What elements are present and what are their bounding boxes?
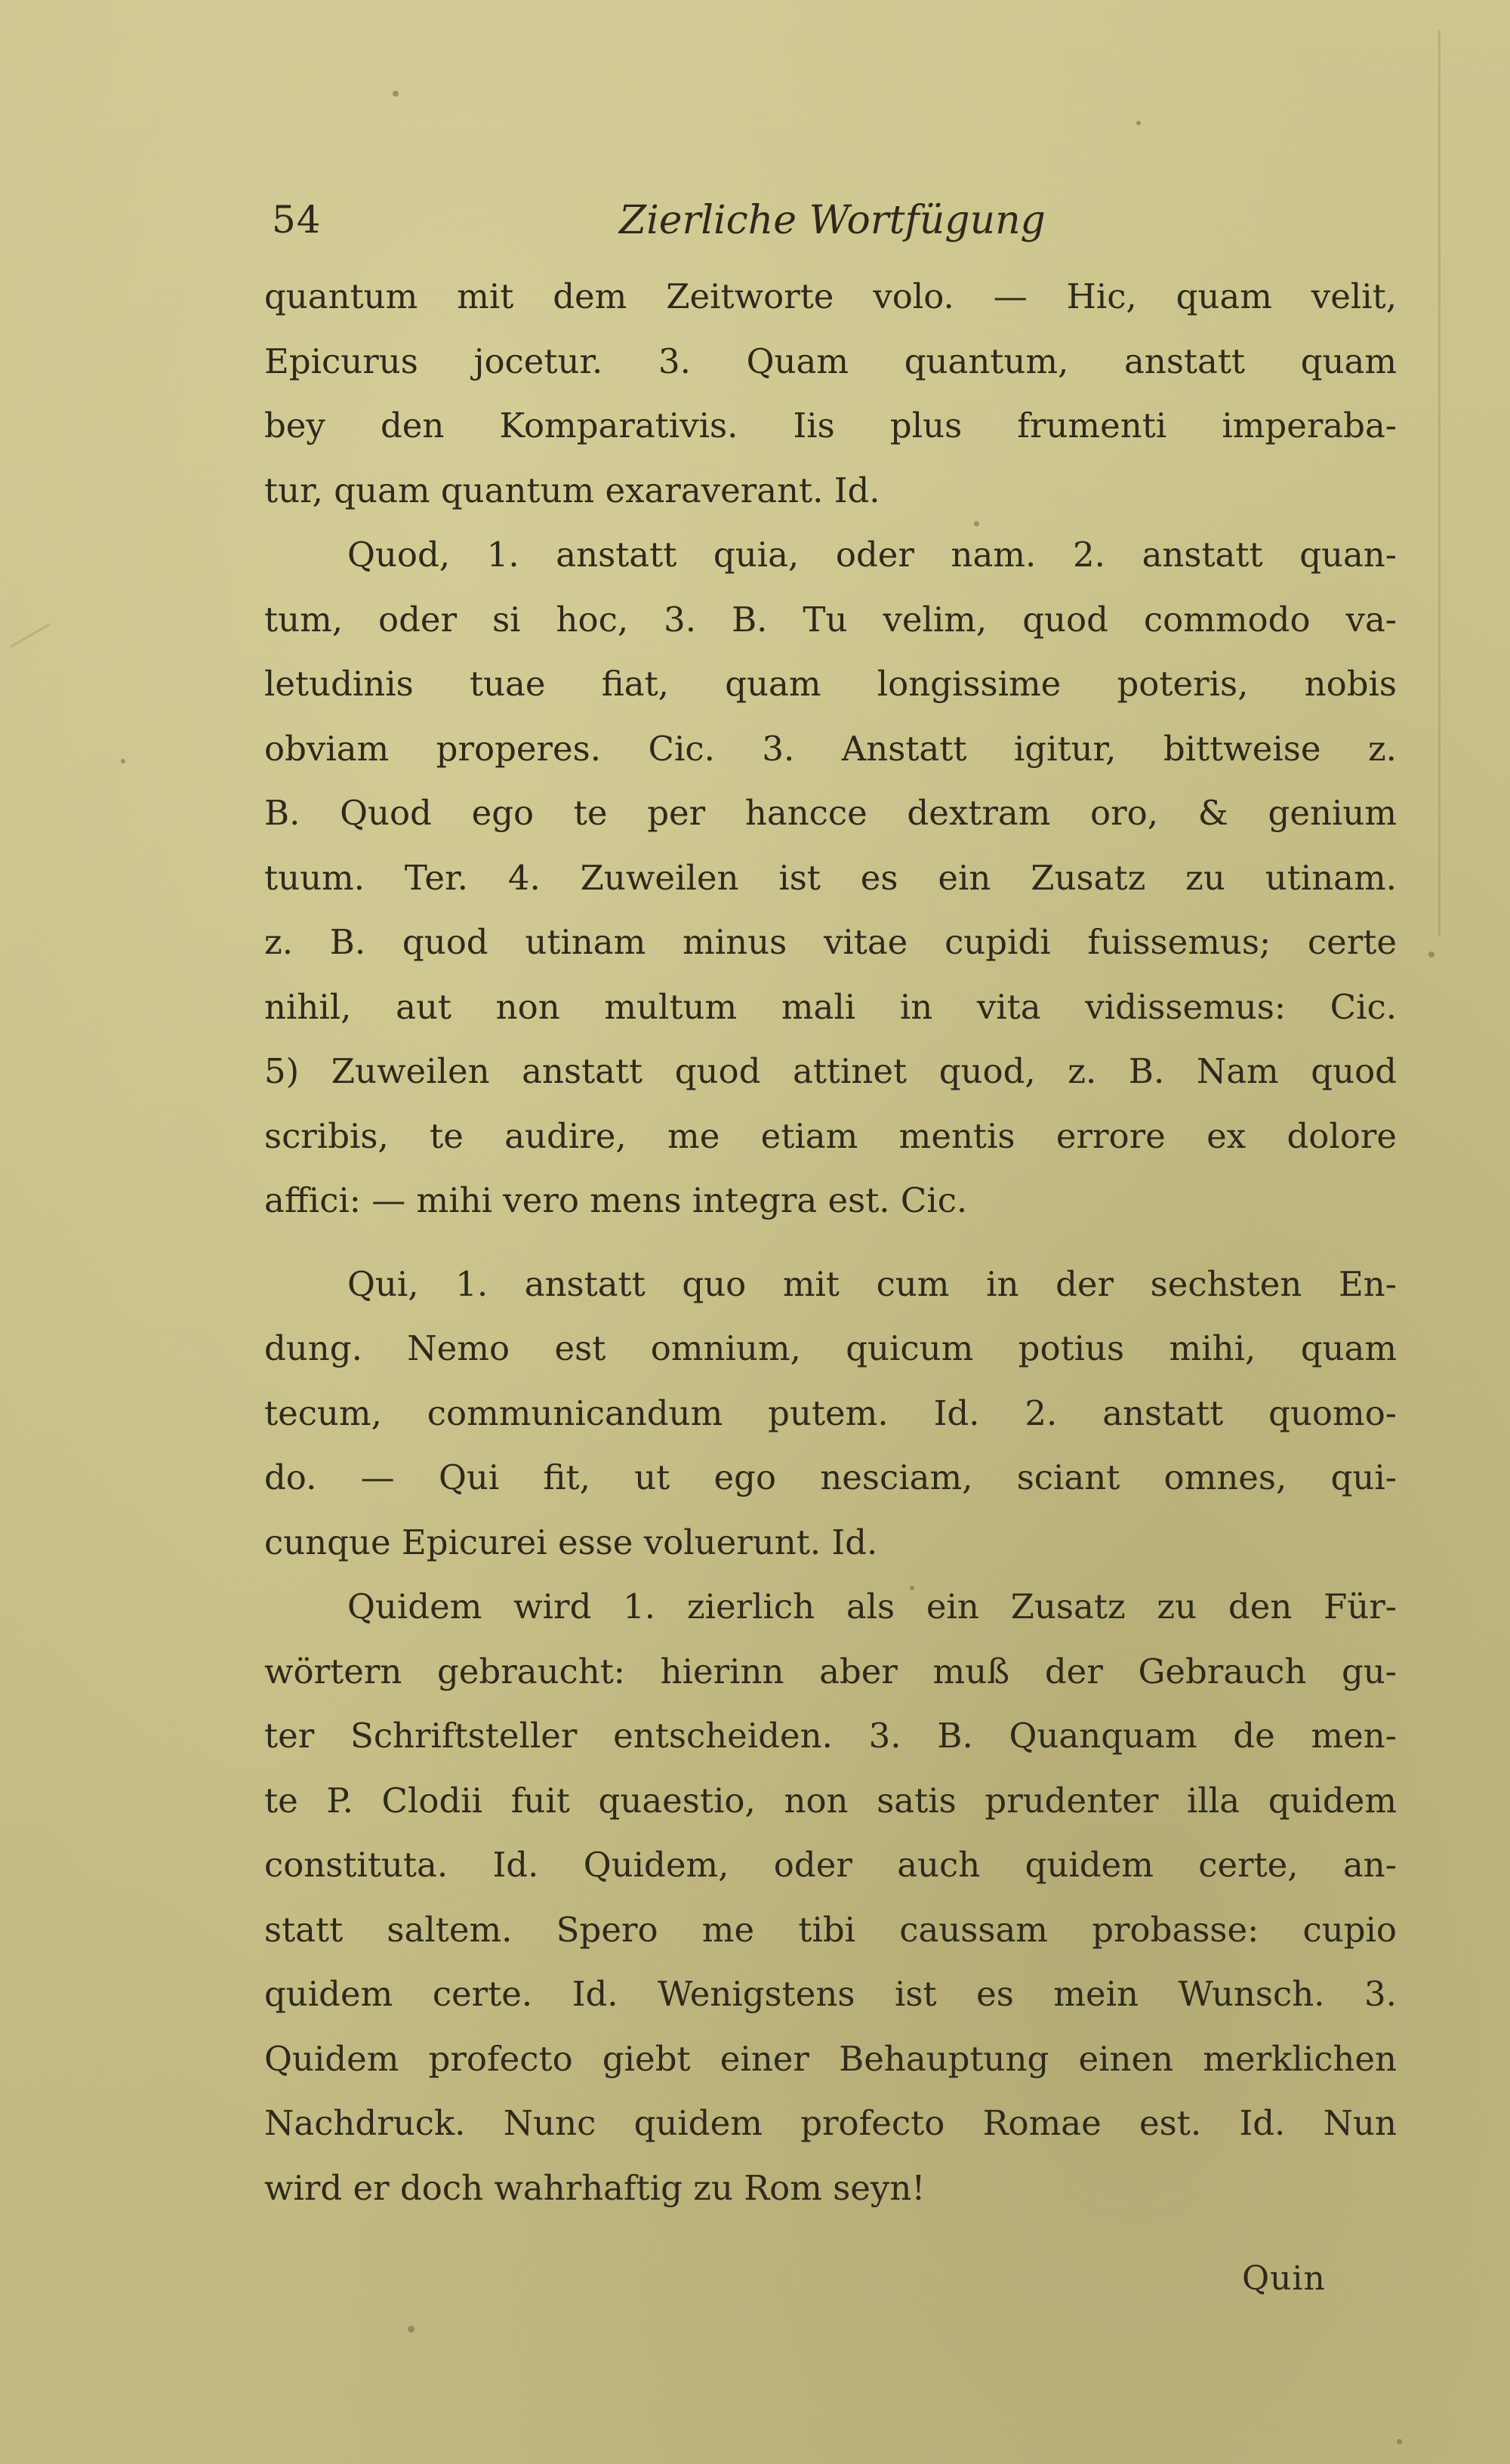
text-line: Quod, 1. anstatt quia, oder nam. 2. anstatt quan-	[347, 535, 1397, 575]
paper-crease	[1438, 30, 1441, 936]
text-line: tum, oder si hoc, 3. B. Tu velim, quod commodo va-	[264, 599, 1397, 640]
text-line: quantum mit dem Zeitworte volo. — Hic, quam velit,	[264, 276, 1397, 316]
text-line: bey den Komparativis. Iis plus frumenti imperaba-	[264, 406, 1397, 446]
text-line: tuum. Ter. 4. Zuweilen ist es ein Zusatz zu utinam.	[264, 857, 1397, 898]
text-line: B. Quod ego te per hancce dextram oro, & genium	[264, 793, 1397, 833]
body-text	[264, 264, 1397, 2220]
page-header	[272, 198, 1057, 251]
page-number: 54	[272, 198, 322, 242]
paper-speck	[1136, 121, 1141, 125]
text-line: constituta. Id. Quidem, oder auch quidem certe, an-	[264, 1845, 1397, 1885]
text-line: dung. Nemo est omnium, quicum potius mihi, quam	[264, 1328, 1397, 1368]
paper-speck	[408, 2326, 414, 2333]
text-line: tur, quam quantum exaraverant. Id.	[264, 470, 880, 510]
text-line: affici: — mihi vero mens integra est. Cic.	[264, 1180, 968, 1220]
text-line: nihil, aut non multum mali in vita vidissemus: Cic.	[264, 986, 1397, 1027]
text-line: letudinis tuae fiat, quam longissime poteris, nobis	[264, 664, 1397, 704]
text-line: Quidem wird 1. zierlich als ein Zusatz zu den Für-	[347, 1587, 1397, 1627]
text-line: do. — Qui fit, ut ego nesciam, sciant omnes, qui-	[264, 1457, 1397, 1497]
text-line: wörtern gebraucht: hierinn aber muß der Gebrauch gu-	[264, 1651, 1397, 1691]
text-line: tecum, communicandum putem. Id. 2. anstatt quomo-	[264, 1392, 1397, 1433]
paper-speck	[1428, 951, 1434, 958]
text-line: Quidem profecto giebt einer Behauptung einen merklichen	[264, 2038, 1397, 2079]
text-line: ter Schriftsteller entscheiden. 3. B. Quanquam de men-	[264, 1716, 1397, 1756]
text-line: z. B. quod utinam minus vitae cupidi fuissemus; certe	[264, 922, 1397, 962]
text-line: wird er doch wahrhaftig zu Rom seyn!	[264, 2167, 926, 2208]
text-line: Qui, 1. anstatt quo mit cum in der sechsten En-	[347, 1263, 1397, 1304]
catchword: Quin	[1242, 2259, 1326, 2298]
text-line: quidem certe. Id. Wenigstens ist es mein Wunsch. 3.	[264, 1974, 1397, 2014]
paper-speck	[393, 91, 399, 97]
paper-speck	[1397, 2439, 1402, 2444]
paper-speck	[121, 759, 125, 763]
text-line: 5) Zuweilen anstatt quod attinet quod, z. B. Nam quod	[264, 1051, 1397, 1091]
text-line: te P. Clodii fuit quaestio, non satis prudenter illa quidem	[264, 1780, 1397, 1821]
text-line: Epicurus jocetur. 3. Quam quantum, anstatt quam	[264, 341, 1397, 381]
text-line: scribis, te audire, me etiam mentis errore ex dolore	[264, 1115, 1397, 1156]
text-line: cunque Epicurei esse voluerunt. Id.	[264, 1522, 878, 1562]
running-title: Zierliche Wortfügung	[619, 198, 1046, 243]
paper-crease	[10, 623, 50, 648]
text-line: statt saltem. Spero me tibi caussam probasse: cupio	[264, 1909, 1397, 1950]
text-line: Nachdruck. Nunc quidem profecto Romae est. Id. Nun	[264, 2103, 1397, 2143]
text-line: obviam properes. Cic. 3. Anstatt igitur, bittweise z.	[264, 728, 1397, 769]
